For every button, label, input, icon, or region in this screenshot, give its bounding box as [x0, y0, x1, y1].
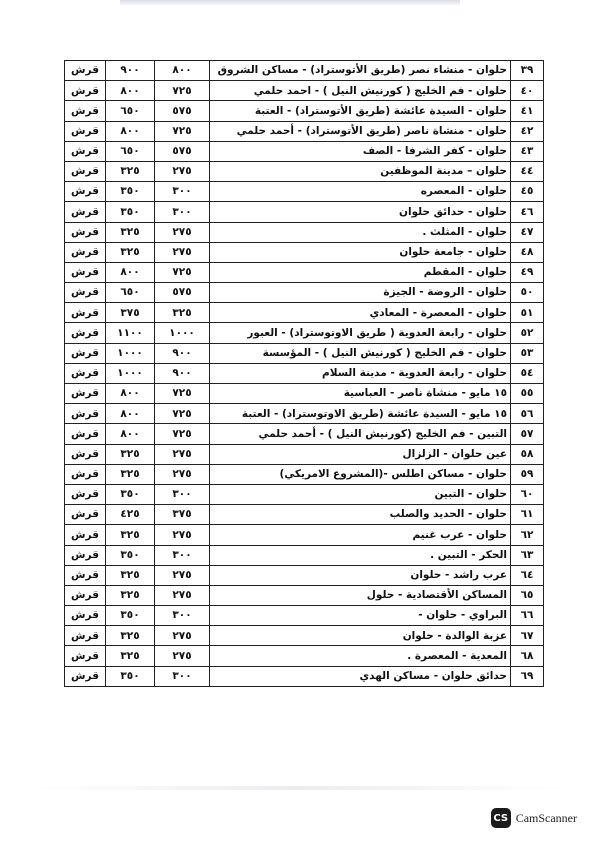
- table-row: [65, 141, 544, 161]
- table-row: [65, 606, 544, 626]
- round-trip-fare-cell: ١٠٠٠: [106, 343, 155, 363]
- round-trip-fare-cell: ٦٥٠: [106, 101, 155, 121]
- route-name-cell: الحكر - التبين .: [210, 545, 511, 565]
- round-trip-fare-cell: ٣٢٥: [106, 222, 155, 242]
- unit-cell: قرش: [65, 404, 106, 424]
- unit-cell: قرش: [65, 262, 106, 282]
- route-name-cell: حلوان - منشاء نصر (طريق الأتوستراد) - مساكن الشروق: [210, 61, 511, 81]
- unit-cell: قرش: [65, 363, 106, 383]
- route-name-cell: حلوان - المعصرة - المعادي: [210, 303, 511, 323]
- unit-cell: قرش: [65, 161, 106, 181]
- table-row: [65, 484, 544, 504]
- one-way-fare-cell: ٢٧٥: [155, 242, 210, 262]
- route-name-cell: حلوان - جامعة حلوان: [210, 242, 511, 262]
- route-name-cell: عزبة الوالدة - حلوان: [210, 626, 511, 646]
- one-way-fare-cell: ٨٠٠: [155, 61, 210, 81]
- route-number-cell: ٤٥: [511, 182, 544, 202]
- scan-bleed-through: [30, 786, 565, 790]
- table-row: [65, 343, 544, 363]
- route-number-cell: ٦٦: [511, 606, 544, 626]
- unit-cell: قرش: [65, 323, 106, 343]
- route-number-cell: ٤١: [511, 101, 544, 121]
- route-number-cell: ٥١: [511, 303, 544, 323]
- table-row: [65, 464, 544, 484]
- round-trip-fare-cell: ٣٢٥: [106, 646, 155, 666]
- table-row: [65, 202, 544, 222]
- round-trip-fare-cell: ٤٢٥: [106, 505, 155, 525]
- route-name-cell: عين حلوان - الزلزال: [210, 444, 511, 464]
- round-trip-fare-cell: ٣٥٠: [106, 484, 155, 504]
- round-trip-fare-cell: ٨٠٠: [106, 81, 155, 101]
- route-name-cell: حلوان - رابعة العدوية - مدينة السلام: [210, 363, 511, 383]
- route-number-cell: ٦٠: [511, 484, 544, 504]
- unit-cell: قرش: [65, 646, 106, 666]
- one-way-fare-cell: ٧٢٥: [155, 81, 210, 101]
- table-row: [65, 303, 544, 323]
- table-row: [65, 242, 544, 262]
- one-way-fare-cell: ٧٢٥: [155, 262, 210, 282]
- one-way-fare-cell: ٢٧٥: [155, 565, 210, 585]
- unit-cell: قرش: [65, 242, 106, 262]
- one-way-fare-cell: ٧٢٥: [155, 121, 210, 141]
- table-row: [65, 646, 544, 666]
- route-number-cell: ٥٧: [511, 424, 544, 444]
- unit-cell: قرش: [65, 565, 106, 585]
- one-way-fare-cell: ٢٧٥: [155, 646, 210, 666]
- unit-cell: قرش: [65, 283, 106, 303]
- one-way-fare-cell: ٢٧٥: [155, 525, 210, 545]
- one-way-fare-cell: ٧٢٥: [155, 424, 210, 444]
- table-row: [65, 585, 544, 605]
- table-row: [65, 444, 544, 464]
- route-number-cell: ٦٤: [511, 565, 544, 585]
- round-trip-fare-cell: ٣٥٠: [106, 545, 155, 565]
- table-row: [65, 161, 544, 181]
- route-number-cell: ٥٦: [511, 404, 544, 424]
- round-trip-fare-cell: ٨٠٠: [106, 121, 155, 141]
- round-trip-fare-cell: ٣٥٠: [106, 606, 155, 626]
- camscanner-logo-icon: CS: [491, 808, 511, 828]
- route-number-cell: ٥٩: [511, 464, 544, 484]
- table-row: [65, 424, 544, 444]
- route-number-cell: ٣٩: [511, 61, 544, 81]
- unit-cell: قرش: [65, 626, 106, 646]
- one-way-fare-cell: ٩٠٠: [155, 343, 210, 363]
- route-name-cell: التبين - فم الخليج (كورنيش النيل ) - أحمد حلمي: [210, 424, 511, 444]
- route-name-cell: حلوان - حدائق حلوان: [210, 202, 511, 222]
- route-number-cell: ٥٣: [511, 343, 544, 363]
- route-name-cell: حلوان - السيدة عائشة (طريق الأتوستراد) - العتبة: [210, 101, 511, 121]
- fare-table-body: [65, 61, 544, 687]
- route-number-cell: ٦٥: [511, 585, 544, 605]
- table-row: [65, 61, 544, 81]
- unit-cell: قرش: [65, 343, 106, 363]
- route-name-cell: حلوان - رابعة العدوية ( طريق الاوتوستراد) - العبور: [210, 323, 511, 343]
- route-number-cell: ٤٦: [511, 202, 544, 222]
- table-row: [65, 121, 544, 141]
- table-row: [65, 363, 544, 383]
- round-trip-fare-cell: ٣٢٥: [106, 626, 155, 646]
- route-name-cell: حلوان - المثلث .: [210, 222, 511, 242]
- unit-cell: قرش: [65, 525, 106, 545]
- table-row: [65, 323, 544, 343]
- unit-cell: قرش: [65, 141, 106, 161]
- one-way-fare-cell: ٢٧٥: [155, 626, 210, 646]
- unit-cell: قرش: [65, 303, 106, 323]
- route-number-cell: ٤٢: [511, 121, 544, 141]
- table-row: [65, 222, 544, 242]
- one-way-fare-cell: ٣٠٠: [155, 666, 210, 686]
- route-name-cell: حلوان - المعصره: [210, 182, 511, 202]
- round-trip-fare-cell: ٦٥٠: [106, 283, 155, 303]
- route-name-cell: حلوان – مدينة الموظفين: [210, 161, 511, 181]
- route-number-cell: ٥٢: [511, 323, 544, 343]
- route-number-cell: ٥٨: [511, 444, 544, 464]
- route-number-cell: ٤٤: [511, 161, 544, 181]
- unit-cell: قرش: [65, 424, 106, 444]
- one-way-fare-cell: ٢٧٥: [155, 464, 210, 484]
- one-way-fare-cell: ٣٠٠: [155, 182, 210, 202]
- table-row: [65, 262, 544, 282]
- route-number-cell: ٤٧: [511, 222, 544, 242]
- round-trip-fare-cell: ٩٠٠: [106, 61, 155, 81]
- round-trip-fare-cell: ٣٥٠: [106, 666, 155, 686]
- unit-cell: قرش: [65, 585, 106, 605]
- table-row: [65, 182, 544, 202]
- unit-cell: قرش: [65, 222, 106, 242]
- one-way-fare-cell: ٧٢٥: [155, 384, 210, 404]
- table-row: [65, 283, 544, 303]
- round-trip-fare-cell: ٣٢٥: [106, 464, 155, 484]
- one-way-fare-cell: ٣٠٠: [155, 606, 210, 626]
- round-trip-fare-cell: ١٠٠٠: [106, 363, 155, 383]
- table-row: [65, 626, 544, 646]
- one-way-fare-cell: ٥٧٥: [155, 141, 210, 161]
- round-trip-fare-cell: ٣٢٥: [106, 565, 155, 585]
- one-way-fare-cell: ٣٠٠: [155, 484, 210, 504]
- round-trip-fare-cell: ٦٥٠: [106, 141, 155, 161]
- one-way-fare-cell: ٢٧٥: [155, 444, 210, 464]
- route-name-cell: حلوان - الروضة - الجيزة: [210, 283, 511, 303]
- fare-table: [64, 60, 544, 687]
- route-name-cell: حلوان - كفر الشرفا - الصف: [210, 141, 511, 161]
- round-trip-fare-cell: ٨٠٠: [106, 384, 155, 404]
- route-name-cell: حلوان - فم الخليج ( كورنيش النيل ) - احمد حلمي: [210, 81, 511, 101]
- route-name-cell: حلوان - المقطم: [210, 262, 511, 282]
- round-trip-fare-cell: ٣٢٥: [106, 161, 155, 181]
- route-number-cell: ٦٢: [511, 525, 544, 545]
- one-way-fare-cell: ٣٠٠: [155, 202, 210, 222]
- unit-cell: قرش: [65, 81, 106, 101]
- route-number-cell: ٥٤: [511, 363, 544, 383]
- route-number-cell: ٤٣: [511, 141, 544, 161]
- table-row: [65, 81, 544, 101]
- one-way-fare-cell: ٩٠٠: [155, 363, 210, 383]
- round-trip-fare-cell: ٨٠٠: [106, 262, 155, 282]
- round-trip-fare-cell: ٨٠٠: [106, 424, 155, 444]
- route-name-cell: حلوان - الحديد والصلب: [210, 505, 511, 525]
- scan-top-edge: [120, 0, 460, 6]
- unit-cell: قرش: [65, 121, 106, 141]
- one-way-fare-cell: ٢٧٥: [155, 161, 210, 181]
- route-name-cell: حلوان - فم الخليج ( كورنيش النيل ) - المؤسسة: [210, 343, 511, 363]
- unit-cell: قرش: [65, 202, 106, 222]
- route-number-cell: ٦٩: [511, 666, 544, 686]
- round-trip-fare-cell: ٣٧٥: [106, 303, 155, 323]
- route-name-cell: حلوان - عرب غنيم: [210, 525, 511, 545]
- round-trip-fare-cell: ٣٥٠: [106, 182, 155, 202]
- camscanner-watermark: [491, 808, 577, 828]
- table-row: [65, 404, 544, 424]
- table-row: [65, 545, 544, 565]
- route-name-cell: حلوان - منشاة ناصر (طريق الأتوستراد) - أحمد حلمي: [210, 121, 511, 141]
- one-way-fare-cell: ٣٠٠: [155, 545, 210, 565]
- table-row: [65, 505, 544, 525]
- one-way-fare-cell: ٣٧٥: [155, 505, 210, 525]
- route-number-cell: ٥٠: [511, 283, 544, 303]
- route-number-cell: ٥٥: [511, 384, 544, 404]
- route-number-cell: ٦٧: [511, 626, 544, 646]
- unit-cell: قرش: [65, 101, 106, 121]
- round-trip-fare-cell: ٣٢٥: [106, 444, 155, 464]
- route-number-cell: ٦١: [511, 505, 544, 525]
- one-way-fare-cell: ٥٧٥: [155, 283, 210, 303]
- round-trip-fare-cell: ١١٠٠: [106, 323, 155, 343]
- unit-cell: قرش: [65, 182, 106, 202]
- round-trip-fare-cell: ٣٢٥: [106, 242, 155, 262]
- route-name-cell: المساكن الأقتصادية - حلول: [210, 585, 511, 605]
- route-name-cell: حدائق حلوان - مساكن الهدي: [210, 666, 511, 686]
- round-trip-fare-cell: ٨٠٠: [106, 404, 155, 424]
- round-trip-fare-cell: ٣٢٥: [106, 585, 155, 605]
- table-row: [65, 666, 544, 686]
- one-way-fare-cell: ١٠٠٠: [155, 323, 210, 343]
- round-trip-fare-cell: ٣٢٥: [106, 525, 155, 545]
- table-row: [65, 384, 544, 404]
- route-number-cell: ٤٠: [511, 81, 544, 101]
- route-name-cell: البراوي - حلوان -: [210, 606, 511, 626]
- unit-cell: قرش: [65, 444, 106, 464]
- route-number-cell: ٤٩: [511, 262, 544, 282]
- unit-cell: قرش: [65, 484, 106, 504]
- route-name-cell: المعدية - المعصرة .: [210, 646, 511, 666]
- one-way-fare-cell: ٢٧٥: [155, 585, 210, 605]
- route-name-cell: عرب راشد - حلوان: [210, 565, 511, 585]
- unit-cell: قرش: [65, 384, 106, 404]
- route-name-cell: حلوان - مساكن اطلس -(المشروع الامريكي): [210, 464, 511, 484]
- unit-cell: قرش: [65, 505, 106, 525]
- route-number-cell: ٦٨: [511, 646, 544, 666]
- route-number-cell: ٤٨: [511, 242, 544, 262]
- route-name-cell: ١٥ مايو - السيدة عائشة (طريق الاوتوستراد) - العتبة: [210, 404, 511, 424]
- unit-cell: قرش: [65, 61, 106, 81]
- camscanner-label: CamScanner: [515, 810, 577, 825]
- unit-cell: قرش: [65, 666, 106, 686]
- route-name-cell: ١٥ مايو - منشاة ناصر - العباسية: [210, 384, 511, 404]
- route-name-cell: حلوان - التبين: [210, 484, 511, 504]
- table-row: [65, 525, 544, 545]
- one-way-fare-cell: ٢٧٥: [155, 222, 210, 242]
- route-number-cell: ٦٣: [511, 545, 544, 565]
- one-way-fare-cell: ٣٢٥: [155, 303, 210, 323]
- unit-cell: قرش: [65, 464, 106, 484]
- one-way-fare-cell: ٥٧٥: [155, 101, 210, 121]
- table-row: [65, 565, 544, 585]
- unit-cell: قرش: [65, 606, 106, 626]
- one-way-fare-cell: ٧٢٥: [155, 404, 210, 424]
- table-row: [65, 101, 544, 121]
- round-trip-fare-cell: ٣٥٠: [106, 202, 155, 222]
- unit-cell: قرش: [65, 545, 106, 565]
